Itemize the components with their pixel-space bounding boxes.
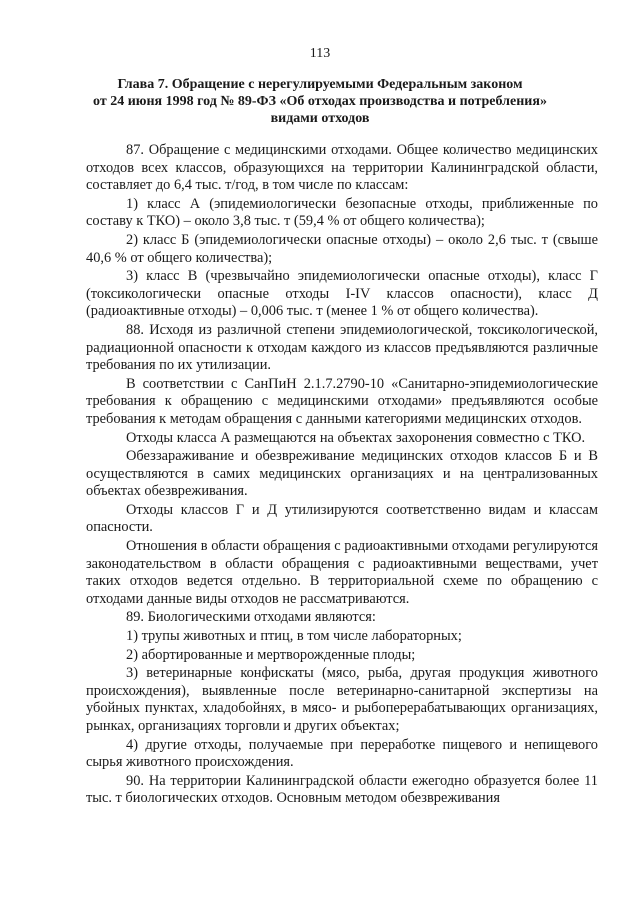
chapter-title-line-3: видами отходов [270,111,370,126]
chapter-title [90,76,550,127]
body-text [86,142,598,809]
paragraph-89: 89. Биологическими отходами являются: [126,609,376,626]
list-item-class-a: 1) класс А (эпидемиологически безопасные отходы, приближенные по составу к ТКО) – около 3,8 тыс. т (59,4 % от общего количества); [86,195,598,230]
paragraph-class-g-d: Отходы классов Г и Д утилизируются соответственно видам и классам опасности. [86,501,598,536]
paragraph-sanpin: В соответствии с СанПиН 2.1.7.2790-10 «Санитарно-эпидемиологические требования к обращению с медицинскими отходами» предъявляются особые требования к методам обращения с данными категориями медицинских отходов. [86,375,598,427]
chapter-title-line-2: от 24 июня 1998 год № 89-ФЗ «Об отходах производства и потребления» [93,94,547,109]
list-item-bio-1: 1) трупы животных и птиц, в том числе лабораторных; [126,628,462,645]
list-item-bio-3: 3) ветеринарные конфискаты (мясо, рыба, другая продукция животного происхождения), выявленные после ветеринарно-санитарной экспертизы на убойных пунктах, хладобойнях, в мясо- и рыбоперерабатывающих организациях, рынках, организациях торговли и других объектах; [86,665,598,734]
chapter-title-line-1: Глава 7. Обращение с нерегулируемыми Федеральным законом [117,77,523,92]
list-item-bio-2: 2) абортированные и мертворожденные плоды; [126,646,416,663]
list-item-bio-4: 4) другие отходы, получаемые при переработке пищевого и непищевого сырья животного происхождения. [86,736,598,771]
list-item-class-b: 2) класс Б (эпидемиологически опасные отходы) – около 2,6 тыс. т (свыше 40,6 % от общего количества); [86,231,598,266]
paragraph-88: 88. Исходя из различной степени эпидемиологической, токсикологической, радиационной опасности к отходам каждого из классов предъявляются различные требования по их утилизации. [86,321,598,374]
paragraph-90: 90. На территории Калининградской области ежегодно образуется более 11 тыс. т биологических отходов. Основным методом обезвреживания [86,772,598,807]
paragraph-class-a-disposal: Отходы класса А размещаются на объектах захоронения совместно с ТКО. [126,429,586,446]
paragraph-decontamination: Обеззараживание и обезвреживание медицинских отходов классов Б и В осуществляются в самих медицинских организациях и на централизованных объектах обезвреживания. [86,448,598,500]
paragraph-87: 87. Обращение с медицинскими отходами. Общее количество медицинских отходов всех классов, образующихся на территории Калининградской области, составляет до 6,4 тыс. т/год, в том числе по классам: [86,142,598,194]
page-number: 113 [309,46,331,61]
list-item-class-v-g-d: 3) класс В (чрезвычайно эпидемиологически опасные отходы), класс Г (токсикологически опасные отходы I-IV классов опасности), класс Д (радиоактивные отходы) – 0,006 тыс. т (менее 1 % от общего количества). [86,268,598,320]
paragraph-radioactive: Отношения в области обращения с радиоактивными отходами регулируются законодательством в области обращения с радиоактивными веществами, учет таких отходов ведется отдельно. В территориальной схеме по обращению с отходами данные виды отходов не рассматриваются. [86,538,598,607]
